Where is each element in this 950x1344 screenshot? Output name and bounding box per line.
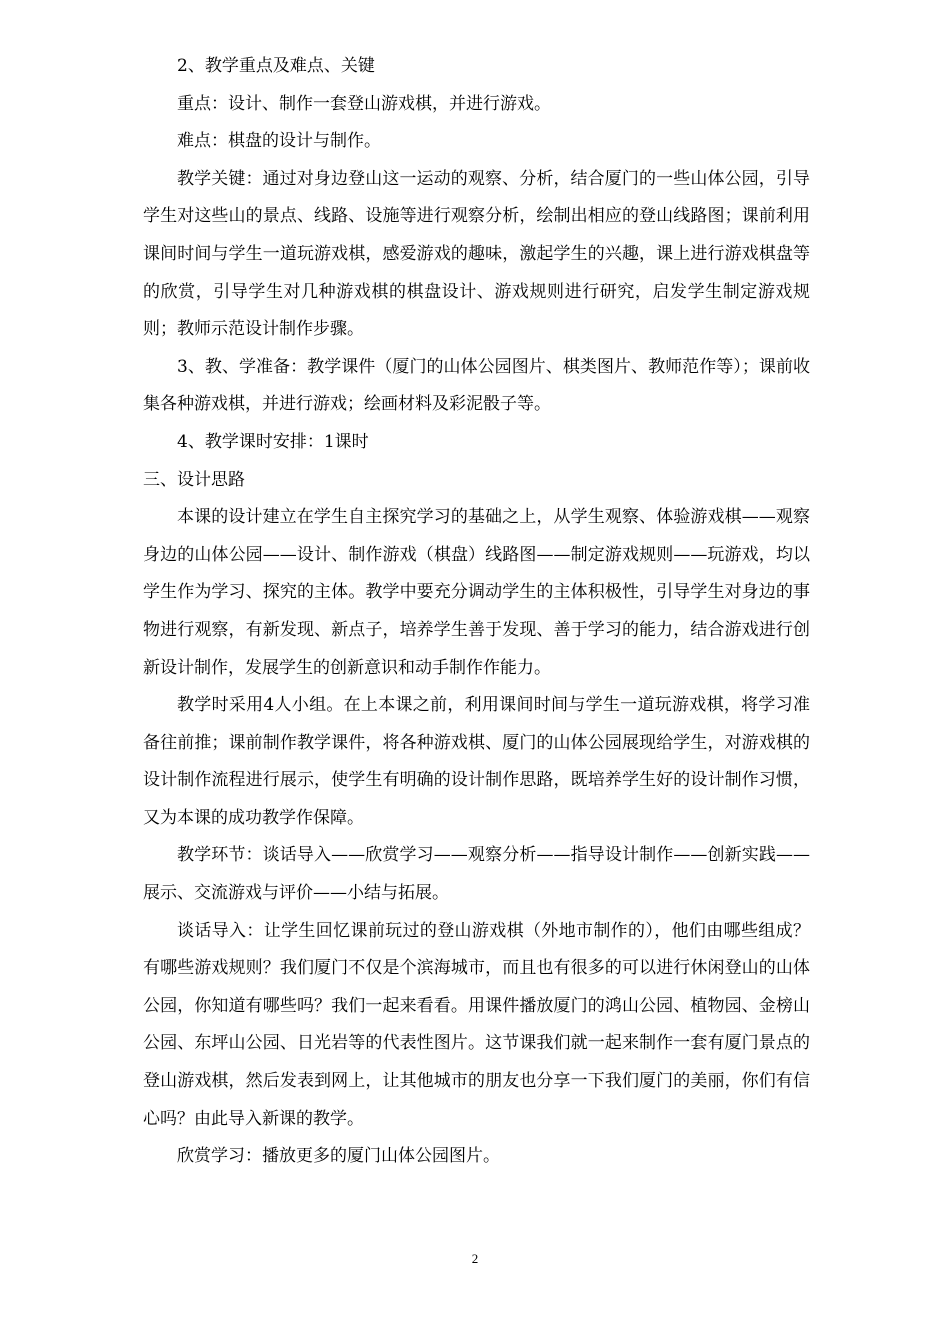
paragraph-teaching-steps: 教学环节：谈话导入——欣赏学习——观察分析——指导设计制作——创新实践——展示、交流游戏与评价——小结与拓展。 <box>143 845 810 904</box>
paragraph-schedule: 4、教学课时安排：1课时 <box>177 431 369 452</box>
paragraph-group-teaching: 教学时采用4人小组。在上本课之前，利用课间时间与学生一道玩游戏棋，将学习准备往前推；课前制作教学课件，将各种游戏棋、厦门的山体公园展现给学生，对游戏棋的设计制作流程进行展示，使学生有明确的设计制作思路，既培养学生好的设计制作习惯，又为本课的成功教学作保障。 <box>143 695 810 828</box>
page-number: 2 <box>471 1251 479 1266</box>
paragraph-introduction: 谈话导入：让学生回忆课前玩过的登山游戏棋（外地市制作的），他们由哪些组成？有哪些游戏规则？我们厦门不仅是个滨海城市，而且也有很多的可以进行休闲登山的山体公园，你知道有哪些吗？我们一起来看看。用课件播放厦门的鸿山公园、植物园、金榜山公园、东坪山公园、日光岩等的代表性图片。这节课我们就一起来制作一套有厦门景点的登山游戏棋，然后发表到网上，让其他城市的朋友也分享一下我们厦门的美丽，你们有信心吗？由此导入新课的教学。 <box>143 920 810 1129</box>
paragraph-appreciation: 欣赏学习：播放更多的厦门山体公园图片。 <box>177 1146 500 1167</box>
paragraph-design-basis: 本课的设计建立在学生自主探究学习的基础之上，从学生观察、体验游戏棋——观察身边的山体公园——设计、制作游戏（棋盘）线路图——制定游戏规则——玩游戏，均以学生作为学习、探究的主体。教学中要充分调动学生的主体积极性，引导学生对身边的事物进行观察，有新发现、新点子，培养学生善于发现、善于学习的能力，结合游戏进行创新设计制作，发展学生的创新意识和动手制作作能力。 <box>143 507 810 678</box>
paragraph-preparation: 3、教、学准备：教学课件（厦门的山体公园图片、棋类图片、教师范作等）；课前收集各种游戏棋，并进行游戏；绘画材料及彩泥骰子等。 <box>143 356 810 415</box>
section-heading-design: 三、设计思路 <box>143 469 245 490</box>
paragraph-teaching-key: 教学关键：通过对身边登山这一运动的观察、分析，结合厦门的一些山体公园，引导学生对这些山的景点、线路、设施等进行观察分析，绘制出相应的登山线路图；课前利用课间时间与学生一道玩游戏棋，感爱游戏的趣味，激起学生的兴趣，课上进行游戏棋盘等的欣赏，引导学生对几种游戏棋的棋盘设计、游戏规则进行研究，启发学生制定游戏规则；教师示范设计制作步骤。 <box>143 168 810 340</box>
paragraph-key-point: 重点：设计、制作一套登山游戏棋，并进行游戏。 <box>177 93 551 114</box>
section-heading-key-points: 2、教学重点及难点、关键 <box>177 56 375 76</box>
document-body <box>143 48 810 1176</box>
paragraph-difficulty: 难点：棋盘的设计与制作。 <box>177 131 381 152</box>
